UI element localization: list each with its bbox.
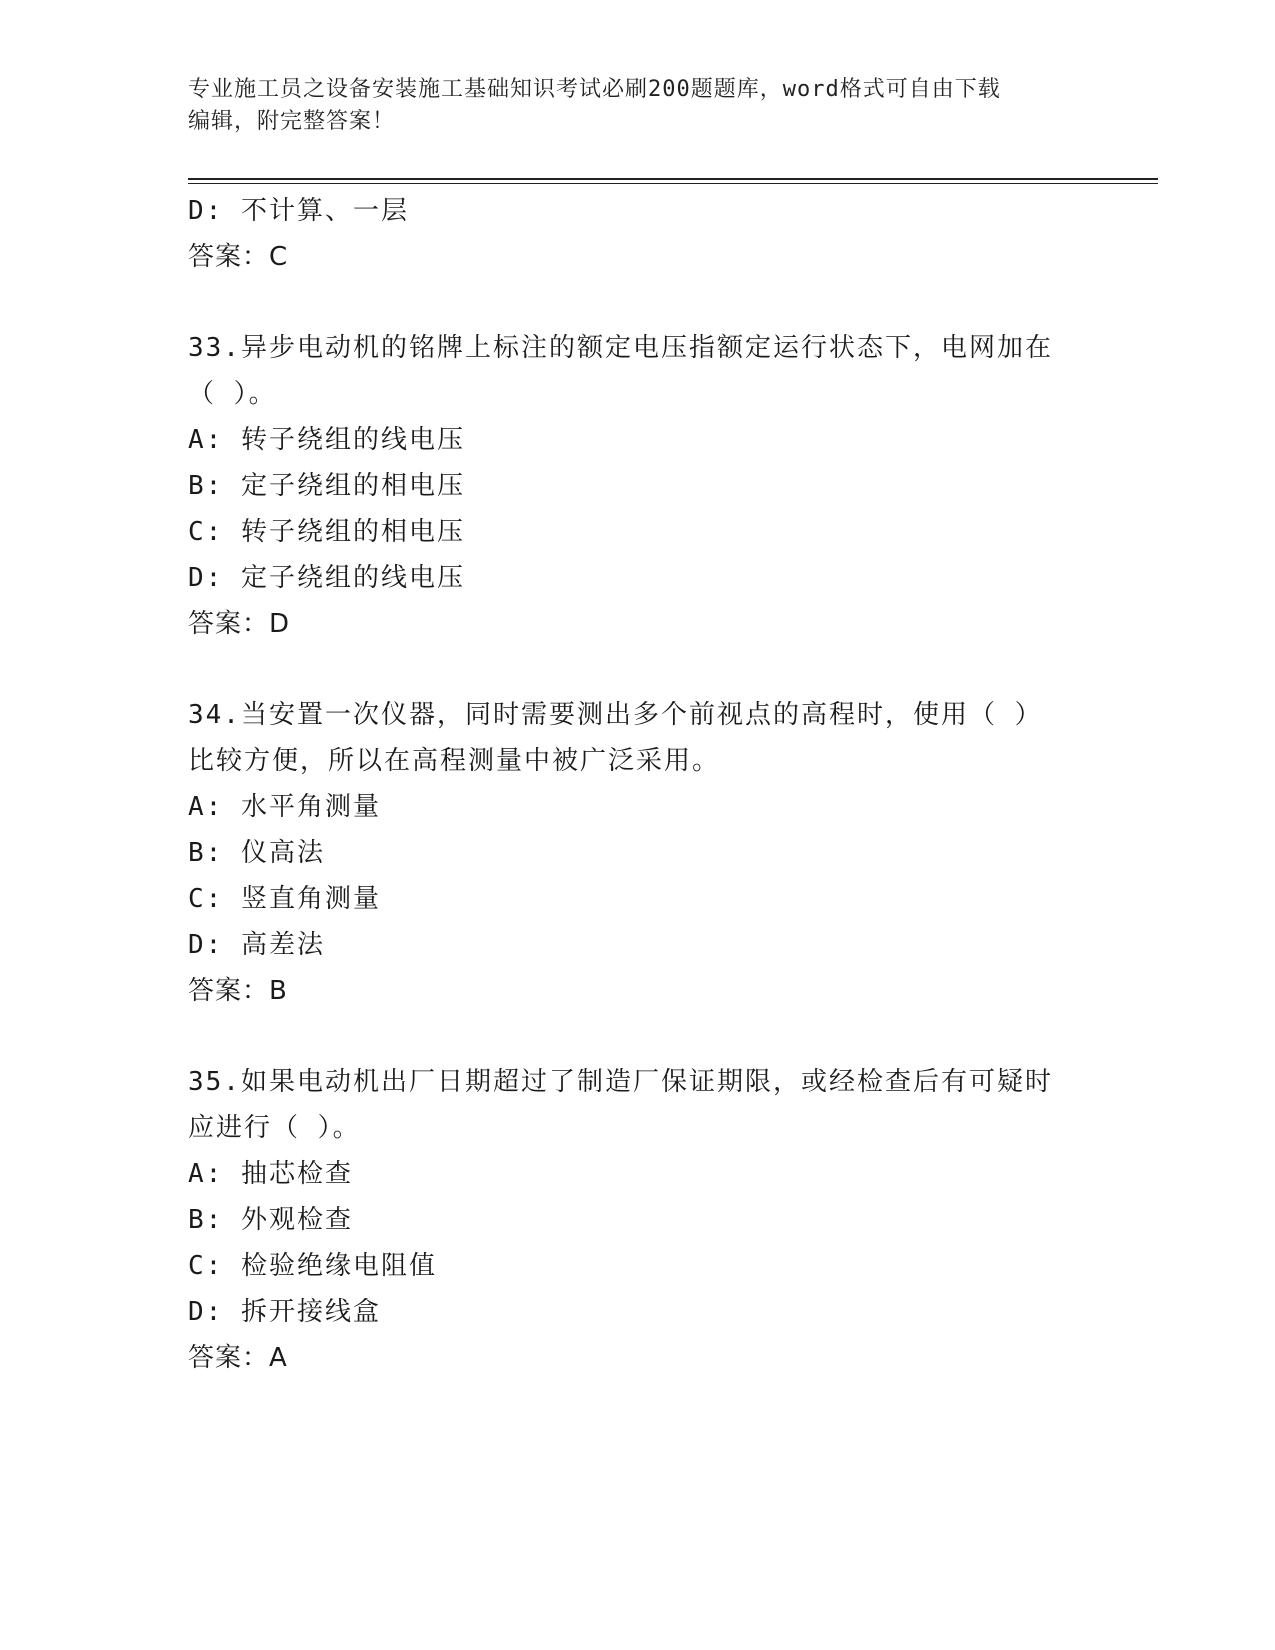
option-c: C: 竖直角测量 <box>188 884 381 914</box>
answer-line: 答案：C <box>188 242 289 272</box>
option-c: C: 检验绝缘电阻值 <box>188 1251 437 1281</box>
header-rule-thick <box>188 178 1158 180</box>
option-b: B: 外观检查 <box>188 1205 353 1235</box>
option-b: B: 定子绕组的相电压 <box>188 471 465 501</box>
document-page <box>188 0 1158 1650</box>
option-a: A: 抽芯检查 <box>188 1159 353 1189</box>
question-text-line-1: 34.当安置一次仪器，同时需要测出多个前视点的高程时，使用（ ） <box>188 700 1043 730</box>
option-d: D: 拆开接线盒 <box>188 1297 381 1327</box>
question-33 <box>188 325 1088 647</box>
question-text-line-2: 应进行（ ）。 <box>188 1113 361 1143</box>
question-35 <box>188 1059 1088 1381</box>
answer-line: 答案：D <box>188 609 291 639</box>
question-text-line-2: 比较方便，所以在高程测量中被广泛采用。 <box>188 746 721 776</box>
document-header <box>188 74 1088 138</box>
question-text-line-1: 35.如果电动机出厂日期超过了制造厂保证期限，或经检查后有可疑时 <box>188 1067 1053 1097</box>
option-d: D: 高差法 <box>188 930 325 960</box>
option-a: A: 水平角测量 <box>188 792 381 822</box>
option-c: C: 转子绕组的相电压 <box>188 517 465 547</box>
option-d: D: 不计算、一层 <box>188 196 409 226</box>
question-text-line-2: （ ）。 <box>188 379 277 409</box>
option-d: D: 定子绕组的线电压 <box>188 563 465 593</box>
question-34 <box>188 692 1088 1014</box>
option-b: B: 仪高法 <box>188 838 325 868</box>
option-a: A: 转子绕组的线电压 <box>188 425 465 455</box>
question-content <box>188 188 1088 1381</box>
header-rule-thin <box>188 183 1158 184</box>
header-line-1: 专业施工员之设备安装施工基础知识考试必刷200题题库，word格式可自由下载 <box>188 77 1001 102</box>
header-line-2: 编辑，附完整答案！ <box>188 109 396 134</box>
question-text-line-1: 33.异步电动机的铭牌上标注的额定电压指额定运行状态下，电网加在 <box>188 333 1053 363</box>
answer-line: 答案：B <box>188 976 288 1006</box>
answer-line: 答案：A <box>188 1343 288 1373</box>
carryover-question <box>188 188 1088 280</box>
